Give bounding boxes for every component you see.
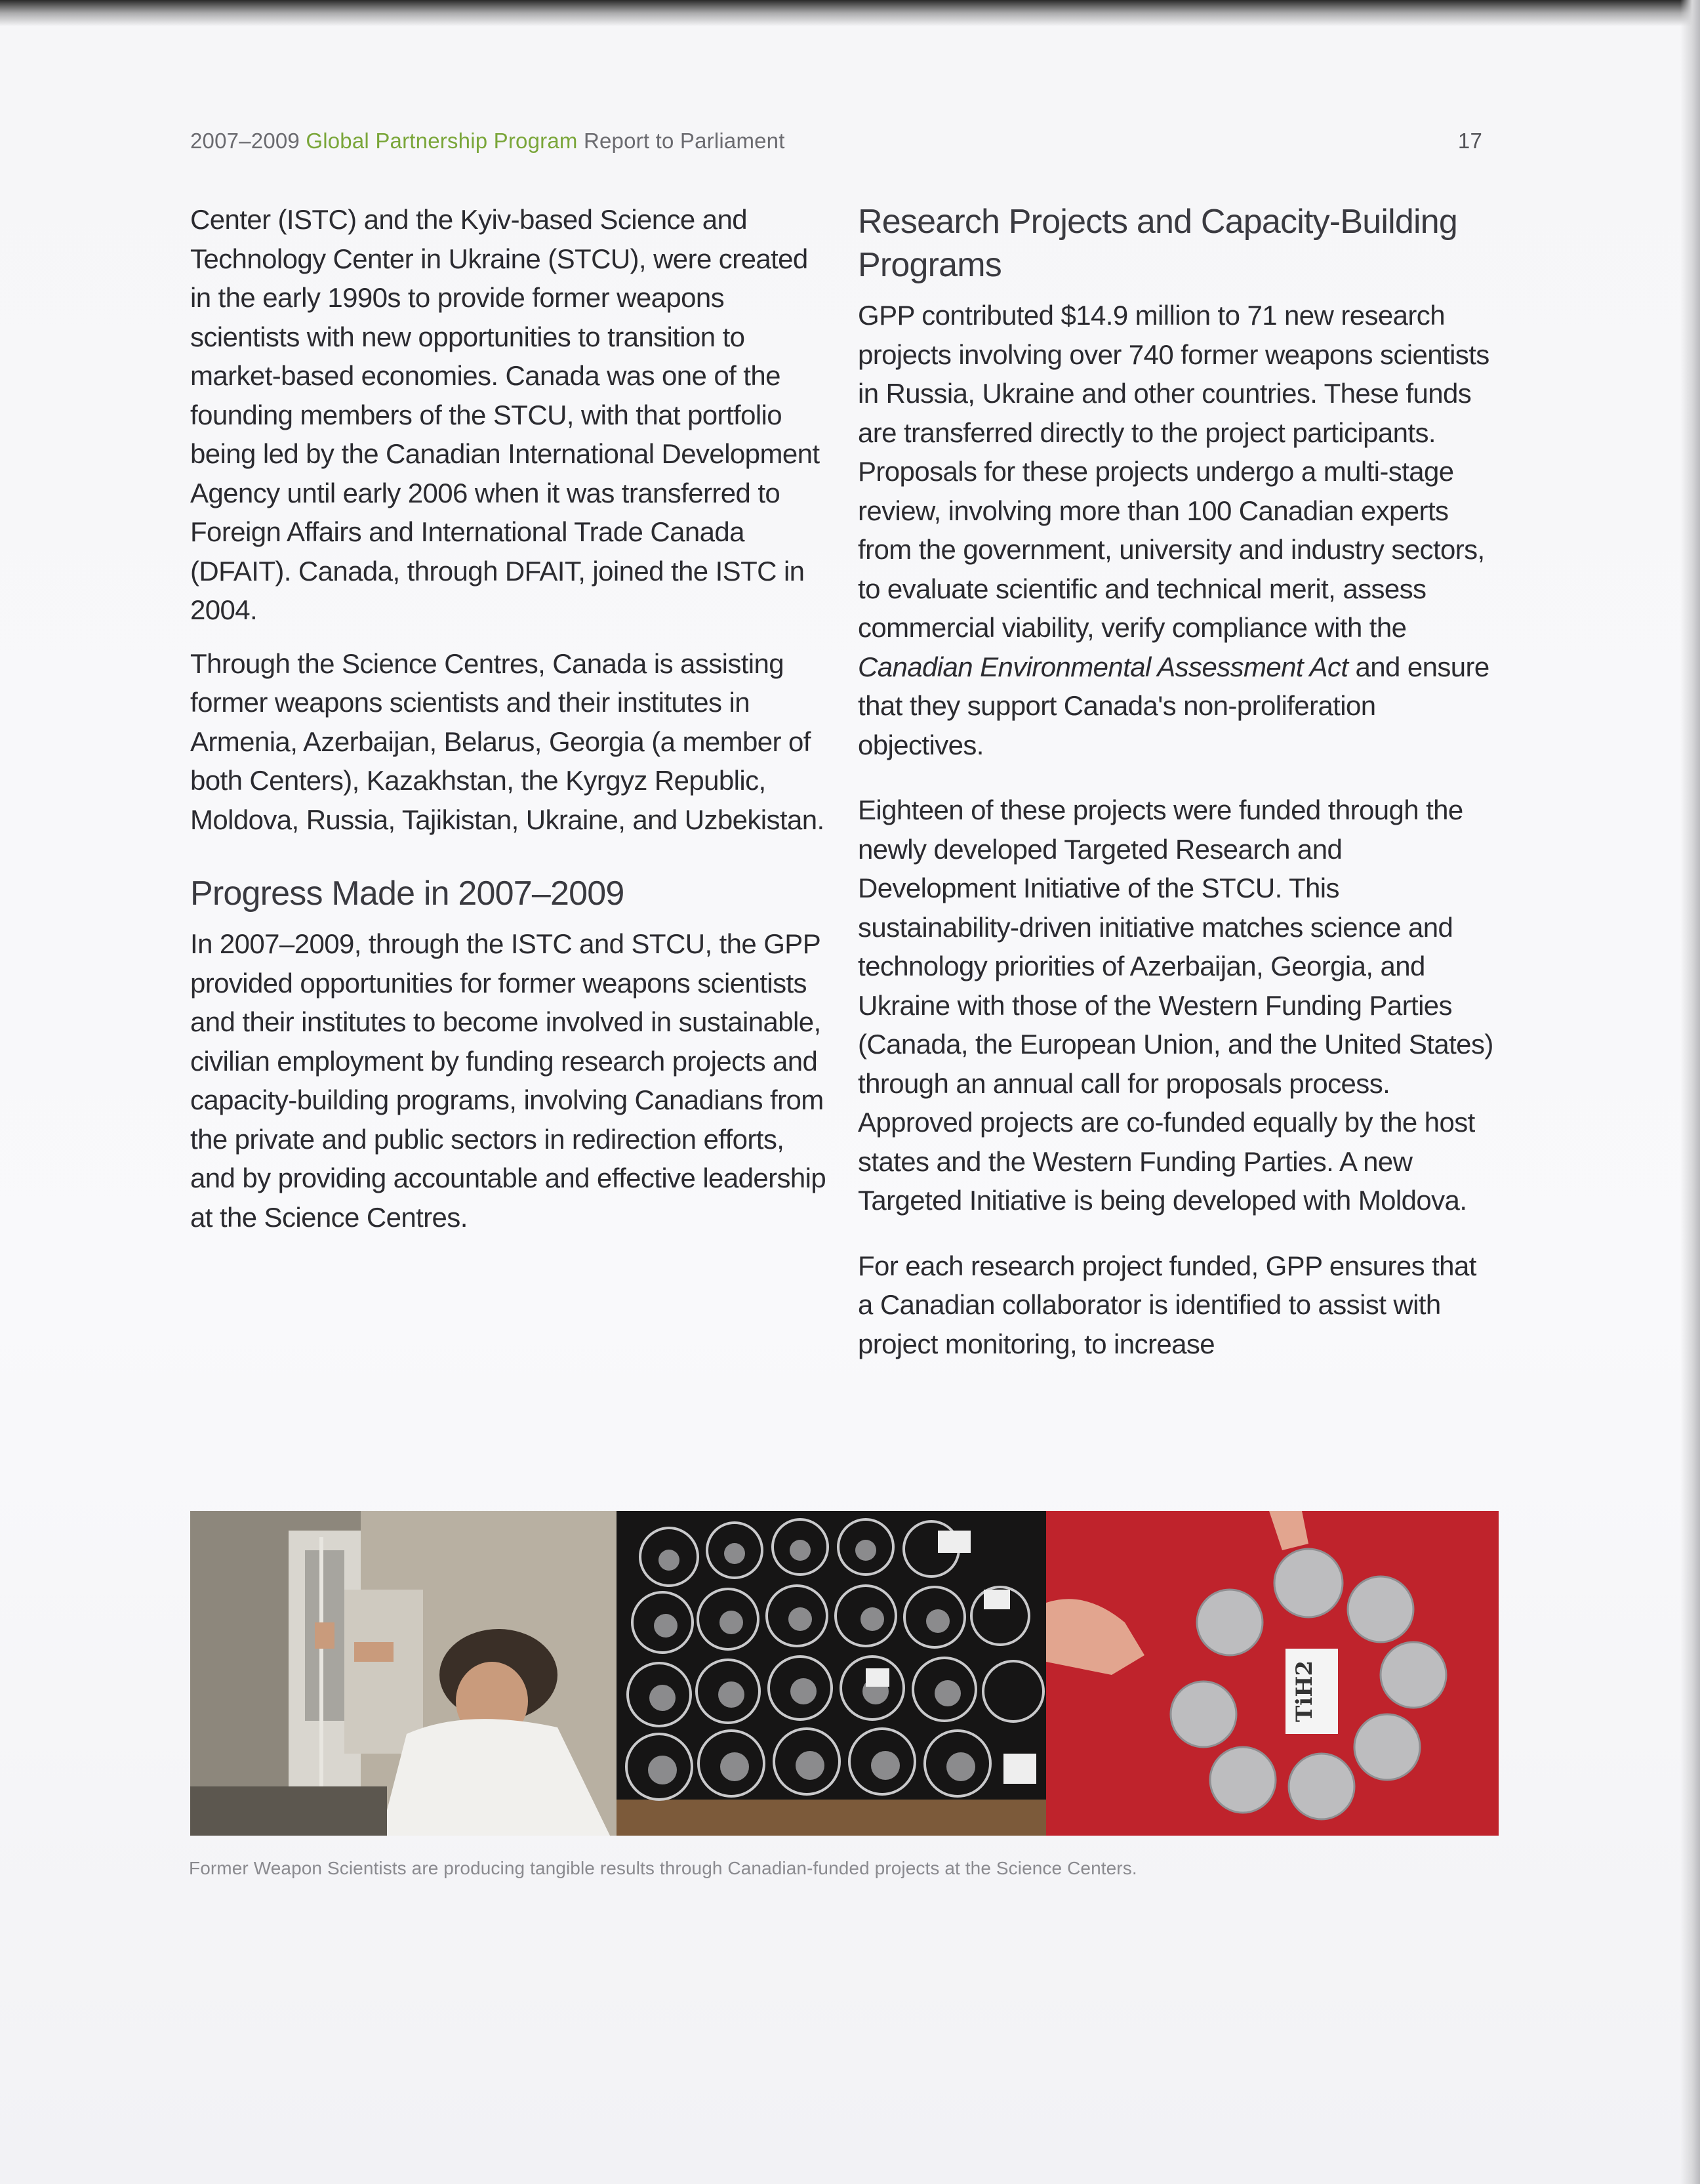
page-number: 17: [1457, 129, 1482, 153]
right-paragraph-1: [858, 296, 1494, 764]
header-years: 2007–2009: [190, 129, 300, 153]
lab-scientist-illustration: [190, 1511, 617, 1836]
right-paragraph-3: For each research project funded, GPP ensures that a Canadian collaborator is identified to assist with project monitoring, to increase: [858, 1250, 1476, 1359]
left-paragraph-1: Center (ISTC) and the Kyiv-based Science and Technology Center in Ukraine (STCU), were created in the early 1990s to provide former weapons scientists with new opportunities to transition to market-based economies. Canada was one of the founding members of the STCU, with that portfolio being led by the Canadian International Development Agency until early 2006 when it was transferred to Foreign Affairs and International Trade Canada (DFAIT). Canada, through DFAIT, joined the ISTC in 2004.: [190, 204, 820, 625]
scan-top-shadow: [0, 0, 1700, 26]
left-paragraph-2: Through the Science Centres, Canada is assisting former weapons scientists and their institutes in Armenia, Azerbaijan, Belarus, Georgia (a member of both Centers), Kazakhstan, the Kyrgyz Republic, Moldova, Russia, Tajikistan, Ukraine, and Uzbekistan.: [190, 648, 824, 835]
left-column: [190, 200, 826, 1251]
right-paragraph-2: Eighteen of these projects were funded through the newly developed Targeted Research and Development Initiative of the STCU. This sustainability-driven initiative matches science and technology priorities of Azerbaijan, Georgia, and Ukraine with those of the Western Funding Parties (Canada, the European Union, and the United States) through an annual call for proposals process. Approved projects are co-funded equally by the host states and the Western Funding Parties. A new Targeted Initiative is being developed with Moldova.: [858, 794, 1493, 1216]
photo-caption: Former Weapon Scientists are producing tangible results through Canadian-funded projects at the Science Centers.: [189, 1858, 1137, 1878]
photo-tih2-discs: [1046, 1511, 1499, 1836]
photo-sample-dishes: [617, 1511, 1046, 1836]
header-program: Global Partnership Program: [306, 129, 578, 153]
right-column: [858, 200, 1494, 1378]
progress-heading: Progress Made in 2007–2009: [190, 875, 624, 913]
photo-lab-scientist: [190, 1511, 617, 1836]
photo-strip: [190, 1511, 1499, 1836]
research-heading: Research Projects and Capacity-Building Programs: [858, 203, 1457, 284]
running-header: [190, 129, 1482, 161]
scan-right-edge: [1680, 0, 1700, 2184]
right-paragraph-1-text-a: GPP contributed $14.9 million to 71 new research projects involving over 740 former weapons scientists in Russia, Ukraine and other countries. These funds are transferred directly to the project participants. Proposals for these projects undergo a multi-stage review, involving more than 100 Canadian experts from the government, university and industry sectors, to evaluate scientific and technical merit, assess commercial viability, verify compliance with the: [858, 300, 1489, 643]
left-paragraph-3: In 2007–2009, through the ISTC and STCU, the GPP provided opportunities for former weapons scientists and their institutes to become involved in sustainable, civilian employment by funding research projects and capacity-building programs, involving Canadians from the private and public sectors in redirection efforts, and by providing accountable and effective leadership at the Science Centres.: [190, 928, 826, 1233]
right-paragraph-1-text-b: and ensure that they support Canada's non-proliferation objectives.: [858, 651, 1489, 760]
sample-label: TiH2: [1291, 1660, 1318, 1722]
sample-dishes-illustration: [617, 1511, 1046, 1836]
act-title: Canadian Environmental Assessment Act: [858, 651, 1348, 682]
tih2-discs-illustration: [1046, 1511, 1499, 1836]
header-report: Report to Parliament: [583, 129, 785, 153]
